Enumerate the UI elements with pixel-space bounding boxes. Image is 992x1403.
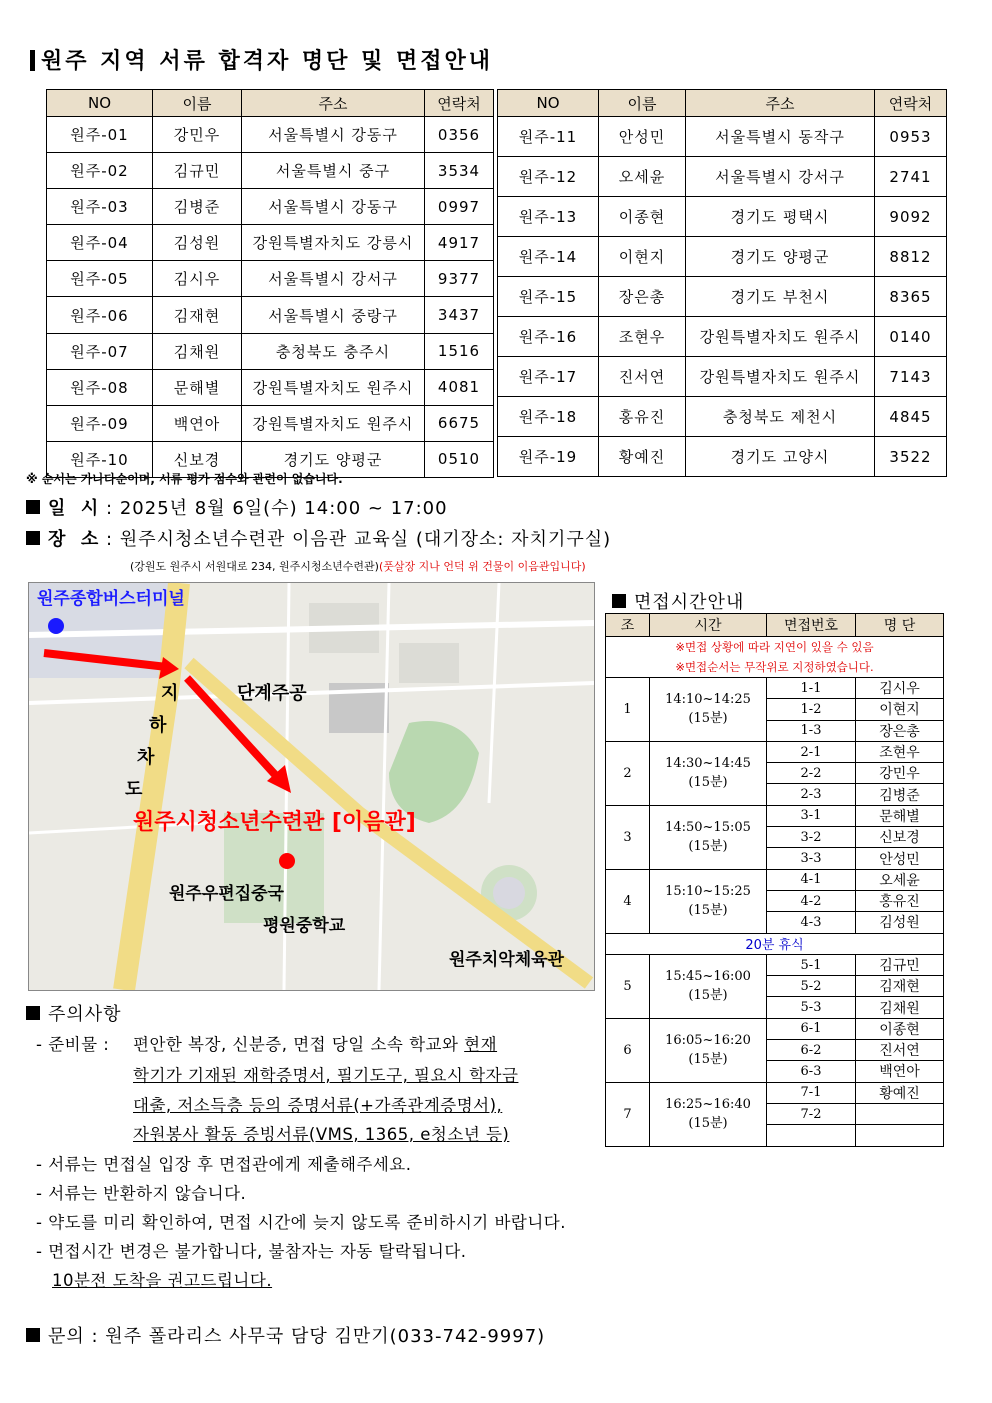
slot-number: [767, 1125, 856, 1146]
slot-name: 안성민: [856, 848, 944, 869]
time-duration: (15분): [688, 988, 728, 1004]
slot-number: 4-3: [767, 912, 856, 933]
cell-contact: 4081: [425, 369, 494, 405]
cell-name: 김규민: [153, 153, 242, 189]
caution-item-3: - 약도를 미리 확인하여, 면접 시간에 늦지 않도록 준비하시기 바랍니다.: [36, 1213, 566, 1232]
table-row: [498, 317, 947, 357]
cell-address: 서울특별시 강서구: [686, 157, 875, 197]
slot-number: 1-3: [767, 720, 856, 741]
contact-value: : 원주 폴라리스 사무국 담당 김만기(033-742-9997): [91, 1326, 546, 1347]
time-duration: (15분): [688, 1052, 728, 1068]
destination-label: 원주시청소년수련관 [이음관]: [133, 810, 416, 835]
cell-contact: 1516: [425, 333, 494, 369]
prep-label: - 준비물 :: [36, 1035, 110, 1054]
date-line: [26, 494, 448, 520]
square-bullet-icon: [26, 500, 40, 514]
cell-no: 원주-10: [47, 441, 153, 477]
header-address: 주소: [686, 90, 875, 117]
cell-no: 원주-14: [498, 237, 599, 277]
cell-name: 김성원: [153, 225, 242, 261]
schedule-heading: [612, 588, 744, 614]
caution-heading: [26, 1000, 122, 1026]
cell-no: 원주-06: [47, 297, 153, 333]
slot-number: 2-3: [767, 784, 856, 805]
table-row: [498, 237, 947, 277]
schedule-row: [606, 1082, 944, 1103]
header-time: 시간: [650, 614, 767, 637]
schedule-table: [605, 613, 944, 1147]
place-address-note: (풋살장 지나 언덕 위 건물이 이음관입니다): [378, 560, 586, 573]
cell-contact: 3437: [425, 297, 494, 333]
cell-address: 충청북도 충주시: [242, 333, 425, 369]
schedule-row: [606, 869, 944, 890]
header-slot: 면접번호: [767, 614, 856, 637]
header-name: 이름: [599, 90, 686, 117]
schedule-row: [606, 954, 944, 975]
cell-name: 이종현: [599, 197, 686, 237]
time-duration: (15분): [688, 775, 728, 791]
time-duration: (15분): [688, 711, 728, 727]
title-text: 원주 지역 서류 합격자 명단 및 면접안내: [41, 49, 493, 74]
header-group: 조: [606, 614, 650, 637]
slot-name: 조현우: [856, 741, 944, 762]
cell-address: 강원특별자치도 원주시: [242, 405, 425, 441]
slot-name: 오세윤: [856, 869, 944, 890]
cell-name: 홍유진: [599, 397, 686, 437]
cell-name: 김재현: [153, 297, 242, 333]
contact-label: 문의: [48, 1326, 85, 1347]
slot-number: 6-3: [767, 1061, 856, 1082]
slot-number: 3-1: [767, 805, 856, 826]
slot-name: 김성원: [856, 912, 944, 933]
prep-line-3: 대출, 저소득층 등의 증명서류(+가족관계증명서),: [133, 1096, 503, 1115]
order-note: ※ 순서는 가나다순이며, 서류 평가 점수와 관련이 없습니다.: [26, 472, 343, 486]
caution-item-2: - 서류는 반환하지 않습니다.: [36, 1184, 247, 1203]
slot-name: 신보경: [856, 827, 944, 848]
cell-name: 백연아: [153, 405, 242, 441]
table-row: [47, 369, 494, 405]
slot-number: 7-2: [767, 1103, 856, 1124]
cell-name: 김병준: [153, 189, 242, 225]
time-range: 16:05~16:20: [665, 1033, 751, 1049]
cell-contact: 0997: [425, 189, 494, 225]
time-duration: (15분): [688, 903, 728, 919]
time-range: 14:30~14:45: [665, 756, 751, 772]
slot-name: 문해별: [856, 805, 944, 826]
table-row: [498, 117, 947, 157]
danggye-label: 단계주공: [237, 683, 307, 704]
table-row: [47, 189, 494, 225]
slot-number: 3-2: [767, 827, 856, 848]
cell-address: 서울특별시 강서구: [242, 261, 425, 297]
slot-name: 김재현: [856, 976, 944, 997]
title-bar: [30, 50, 35, 71]
cell-name: 강민우: [153, 117, 242, 153]
square-bullet-icon: [26, 1328, 40, 1342]
cell-no: 원주-04: [47, 225, 153, 261]
cell-no: 원주-02: [47, 153, 153, 189]
cell-contact: 6675: [425, 405, 494, 441]
cell-contact: 2741: [875, 157, 947, 197]
header-no: NO: [47, 90, 153, 117]
slot-name: 김병준: [856, 784, 944, 805]
cell-name: 오세윤: [599, 157, 686, 197]
group-time: [650, 869, 767, 933]
table-row: [47, 405, 494, 441]
schedule-notice-1: ※면접 상황에 따라 지연이 있을 수 있음: [606, 637, 944, 658]
prep-line-4: 자원봉사 활동 증빙서류(VMS, 1365, e청소년 등): [133, 1125, 510, 1144]
cell-contact: 8365: [875, 277, 947, 317]
header-no: NO: [498, 90, 599, 117]
square-bullet-icon: [26, 1006, 40, 1020]
place-address-text: (강원도 원주시 서원대로 234, 원주시청소년수련관): [130, 560, 379, 573]
group-time: [650, 1082, 767, 1146]
slot-name: 강민우: [856, 763, 944, 784]
caution-item-1: - 서류는 면접실 입장 후 면접관에게 제출해주세요.: [36, 1155, 412, 1174]
place-line: [26, 525, 611, 551]
slot-number: 3-3: [767, 848, 856, 869]
slot-number: 1-2: [767, 699, 856, 720]
cell-address: 경기도 양평군: [242, 441, 425, 477]
table-row: [47, 333, 494, 369]
cell-no: 원주-11: [498, 117, 599, 157]
cell-no: 원주-18: [498, 397, 599, 437]
gym-label: 원주치악체육관: [449, 950, 564, 970]
slot-name: 김시우: [856, 678, 944, 699]
slot-name: 이종현: [856, 1018, 944, 1039]
cell-name: 황예진: [599, 437, 686, 477]
cell-contact: 0953: [875, 117, 947, 157]
slot-name: 김규민: [856, 954, 944, 975]
group-time: [650, 954, 767, 1018]
schedule-row: [606, 678, 944, 699]
cell-contact: 0510: [425, 441, 494, 477]
place-address: [130, 558, 586, 574]
cell-name: 조현우: [599, 317, 686, 357]
cell-no: 원주-08: [47, 369, 153, 405]
schedule-notice-2: ※면접순서는 무작위로 지정하였습니다.: [606, 657, 944, 678]
group-time: [650, 678, 767, 742]
cell-contact: 3534: [425, 153, 494, 189]
header-contact: 연락처: [875, 90, 947, 117]
date-label: 일 시: [48, 498, 100, 519]
page-title: [30, 44, 493, 75]
cell-address: 강원특별자치도 원주시: [686, 317, 875, 357]
cell-no: 원주-16: [498, 317, 599, 357]
square-bullet-icon: [26, 531, 40, 545]
cell-contact: 0140: [875, 317, 947, 357]
cell-contact: 0356: [425, 117, 494, 153]
table-row: [498, 157, 947, 197]
bus-terminal-label: 원주종합버스터미널: [37, 589, 185, 609]
table-row: [498, 197, 947, 237]
cell-contact: 4845: [875, 397, 947, 437]
cell-address: 경기도 평택시: [686, 197, 875, 237]
post-office-label: 원주우편집중국: [169, 884, 284, 904]
underpass-label-1: 지: [161, 683, 179, 704]
group-time: [650, 805, 767, 869]
roster-header-row: [498, 90, 947, 117]
contact-line: [26, 1322, 545, 1348]
schedule-row: [606, 1018, 944, 1039]
prep-line-2: 학기가 기재된 재학증명서, 필기도구, 필요시 학자금: [133, 1066, 519, 1085]
cell-name: 이현지: [599, 237, 686, 277]
schedule-header-row: [606, 614, 944, 637]
break-row: [606, 933, 944, 954]
group-number: 7: [606, 1082, 650, 1146]
slot-name: 황예진: [856, 1082, 944, 1103]
time-range: 14:10~14:25: [665, 692, 751, 708]
cell-name: 안성민: [599, 117, 686, 157]
schedule-row: [606, 741, 944, 762]
roster-table-left: [46, 89, 494, 478]
group-number: 2: [606, 741, 650, 805]
schedule-row: [606, 805, 944, 826]
group-time: [650, 1018, 767, 1082]
location-map: [28, 582, 595, 991]
cell-address: 강원특별자치도 원주시: [686, 357, 875, 397]
break-label: 20분 휴식: [606, 933, 944, 954]
cell-contact: 4917: [425, 225, 494, 261]
cell-no: 원주-13: [498, 197, 599, 237]
cell-no: 원주-03: [47, 189, 153, 225]
roster-table-right: [497, 89, 947, 477]
slot-number: 4-1: [767, 869, 856, 890]
slot-number: 7-1: [767, 1082, 856, 1103]
group-number: 1: [606, 678, 650, 742]
header-address: 주소: [242, 90, 425, 117]
table-row: [498, 437, 947, 477]
square-bullet-icon: [612, 594, 626, 608]
date-value: : 2025년 8월 6일(수) 14:00 ~ 17:00: [106, 498, 448, 519]
underpass-label-4: 도: [125, 779, 143, 800]
caution-heading-text: 주의사항: [48, 1004, 122, 1025]
slot-name: [856, 1125, 944, 1146]
prep-line-1: [133, 1031, 497, 1055]
slot-name: [856, 1103, 944, 1124]
cell-no: 원주-17: [498, 357, 599, 397]
slot-number: 5-3: [767, 997, 856, 1018]
slot-number: 5-1: [767, 954, 856, 975]
cell-name: 문해별: [153, 369, 242, 405]
time-range: 16:25~16:40: [665, 1097, 751, 1113]
cell-contact: 7143: [875, 357, 947, 397]
cell-address: 경기도 부천시: [686, 277, 875, 317]
header-name: 이름: [153, 90, 242, 117]
time-range: 15:45~16:00: [665, 969, 751, 985]
slot-number: 2-1: [767, 741, 856, 762]
cell-address: 충청북도 제천시: [686, 397, 875, 437]
slot-name: 백연아: [856, 1061, 944, 1082]
cell-address: 강원특별자치도 원주시: [242, 369, 425, 405]
cell-no: 원주-07: [47, 333, 153, 369]
slot-name: 장은총: [856, 720, 944, 741]
slot-number: 6-1: [767, 1018, 856, 1039]
cell-no: 원주-09: [47, 405, 153, 441]
group-number: 5: [606, 954, 650, 1018]
cell-no: 원주-15: [498, 277, 599, 317]
arrival-note: 10분전 도착을 권고드립니다.: [52, 1271, 273, 1290]
cell-contact: 9092: [875, 197, 947, 237]
cell-name: 김채원: [153, 333, 242, 369]
cell-name: 장은총: [599, 277, 686, 317]
slot-name: 김채원: [856, 997, 944, 1018]
cell-contact: 8812: [875, 237, 947, 277]
slot-name: 진서연: [856, 1040, 944, 1061]
schedule-heading-text: 면접시간안내: [634, 592, 745, 613]
table-row: [47, 153, 494, 189]
slot-number: 5-2: [767, 976, 856, 997]
table-row: [498, 277, 947, 317]
table-row: [47, 261, 494, 297]
underpass-label-2: 하: [149, 715, 167, 736]
cell-contact: 9377: [425, 261, 494, 297]
table-row: [498, 357, 947, 397]
group-number: 3: [606, 805, 650, 869]
group-number: 6: [606, 1018, 650, 1082]
table-row: [47, 297, 494, 333]
slot-number: 4-2: [767, 890, 856, 911]
cell-contact: 3522: [875, 437, 947, 477]
cell-address: 서울특별시 동작구: [686, 117, 875, 157]
group-number: 4: [606, 869, 650, 933]
slot-number: 6-2: [767, 1040, 856, 1061]
cell-address: 서울특별시 강동구: [242, 189, 425, 225]
cell-address: 서울특별시 중랑구: [242, 297, 425, 333]
time-duration: (15분): [688, 1116, 728, 1132]
place-label: 장 소: [48, 529, 100, 550]
cell-no: 원주-01: [47, 117, 153, 153]
cell-address: 서울특별시 강동구: [242, 117, 425, 153]
cell-address: 강원특별자치도 강릉시: [242, 225, 425, 261]
prep-line-1-underlined: 현재: [464, 1035, 498, 1054]
cell-name: 김시우: [153, 261, 242, 297]
time-range: 14:50~15:05: [665, 820, 751, 836]
cell-name: 진서연: [599, 357, 686, 397]
underpass-label-3: 차: [137, 747, 155, 768]
header-names: 명 단: [856, 614, 944, 637]
time-duration: (15분): [688, 839, 728, 855]
school-label: 평원중학교: [263, 916, 346, 936]
destination-marker: [279, 853, 295, 869]
header-contact: 연락처: [425, 90, 494, 117]
roster-header-row: [47, 90, 494, 117]
cell-address: 경기도 양평군: [686, 237, 875, 277]
time-range: 15:10~15:25: [665, 884, 751, 900]
slot-number: 2-2: [767, 763, 856, 784]
slot-name: 이현지: [856, 699, 944, 720]
cell-no: 원주-19: [498, 437, 599, 477]
cell-address: 경기도 고양시: [686, 437, 875, 477]
caution-item-4: - 면접시간 변경은 불가합니다, 불참자는 자동 탈락됩니다.: [36, 1242, 467, 1261]
cell-name: 신보경: [153, 441, 242, 477]
table-row: [498, 397, 947, 437]
prep-line-1-text: 편안한 복장, 신분증, 면접 당일 소속 학교와: [133, 1035, 465, 1054]
table-row: [47, 225, 494, 261]
group-time: [650, 741, 767, 805]
cell-no: 원주-05: [47, 261, 153, 297]
place-value: : 원주시청소년수련관 이음관 교육실 (대기장소: 자치기구실): [106, 529, 612, 550]
cell-no: 원주-12: [498, 157, 599, 197]
table-row: [47, 117, 494, 153]
bus-terminal-marker: [48, 618, 64, 634]
slot-name: 홍유진: [856, 890, 944, 911]
cell-address: 서울특별시 중구: [242, 153, 425, 189]
slot-number: 1-1: [767, 678, 856, 699]
